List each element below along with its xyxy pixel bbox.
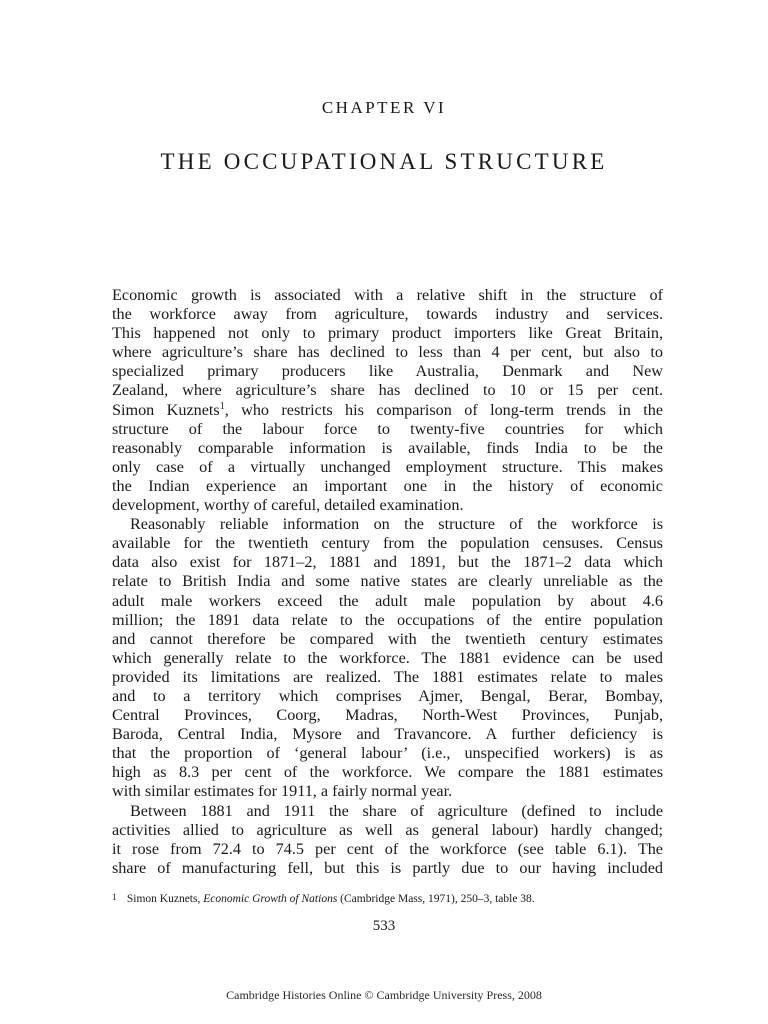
body-line: that the proportion of ‘general labour’ (i.e., unspecified workers) is as — [112, 744, 663, 763]
body-line: and to a territory which comprises Ajmer, Bengal, Berar, Bombay, — [112, 686, 663, 705]
body-line: provided its limitations are realized. The 1881 estimates relate to males — [112, 667, 663, 686]
body-line: the workforce away from agriculture, towards industry and services. — [112, 305, 663, 324]
kuznets-name: Simon Kuznets — [112, 400, 220, 419]
body-line: available for the twentieth century from the population censuses. Census — [112, 534, 663, 553]
body-line: Central Provinces, Coorg, Madras, North-West Provinces, Punjab, — [112, 706, 663, 725]
footnote-author: Simon Kuznets, — [126, 893, 201, 905]
body-line: high as 8.3 per cent of the workforce. We compare the 1881 estimates — [112, 763, 663, 782]
body-line: only case of a virtually unchanged employment structure. This makes — [112, 457, 663, 476]
body-line: specialized primary producers like Australia, Denmark and New — [112, 362, 663, 381]
body-line: Zealand, where agriculture’s share has declined to 10 or 15 per cent. — [112, 381, 663, 400]
kuznets-line-rest: , who restricts his comparison of long-term trends in the — [224, 400, 664, 419]
page-number: 533 — [372, 918, 396, 934]
body-line: Reasonably reliable information on the structure of the workforce is — [130, 515, 663, 534]
footnote — [112, 892, 672, 905]
chapter-label: CHAPTER VI — [321, 98, 447, 117]
body-line: adult male workers exceed the adult male population by about 4.6 — [112, 591, 663, 610]
body-line: relate to British India and some native states are clearly unreliable as the — [112, 572, 663, 591]
body-line: data also exist for 1871–2, 1881 and 1891, but the 1871–2 data which — [112, 553, 663, 572]
body-line: with similar estimates for 1911, a fairly normal year. — [112, 782, 453, 801]
body-line-kuznets — [112, 401, 663, 420]
body-line: This happened not only to primary product importers like Great Britain, — [112, 324, 663, 343]
body-line: the Indian experience an important one in the history of economic — [112, 476, 663, 495]
body-line: which generally relate to the workforce. The 1881 evidence can be used — [112, 648, 663, 667]
body-line: Economic growth is associated with a relative shift in the structure of — [112, 286, 663, 304]
body-line: reasonably comparable information is available, finds India to be the — [112, 438, 663, 457]
body-line: Between 1881 and 1911 the share of agriculture (defined to include — [130, 801, 663, 820]
body-line: structure of the labour force to twenty-five countries for which — [112, 419, 663, 438]
footnote-citation: (Cambridge Mass, 1971), 250–3, table 38. — [340, 893, 535, 905]
body-line: activities allied to agriculture as well as general labour) hardly changed; — [112, 820, 663, 839]
body-line: it rose from 72.4 to 74.5 per cent of the workforce (see table 6.1). The — [112, 839, 663, 858]
body-line: development, worthy of careful, detailed examination. — [112, 496, 464, 515]
body-text — [112, 286, 663, 878]
copyright-footer: Cambridge Histories Online © Cambridge University Press, 2008 — [226, 988, 542, 1002]
body-line: million; the 1891 data relate to the occupations of the entire population — [112, 610, 663, 629]
footnote-reference: 1 — [219, 400, 225, 412]
body-line: Baroda, Central India, Mysore and Travancore. A further deficiency is — [112, 725, 663, 744]
body-line: and cannot therefore be compared with the twentieth century estimates — [112, 629, 663, 648]
body-line: where agriculture’s share has declined to less than 4 per cent, but also to — [112, 343, 663, 362]
body-line: share of manufacturing fell, but this is partly due to our having included — [112, 858, 663, 877]
chapter-title: THE OCCUPATIONAL STRUCTURE — [160, 149, 608, 174]
footnote-title: Economic Growth of Nations — [203, 893, 338, 905]
footnote-mark: 1 — [112, 892, 117, 902]
